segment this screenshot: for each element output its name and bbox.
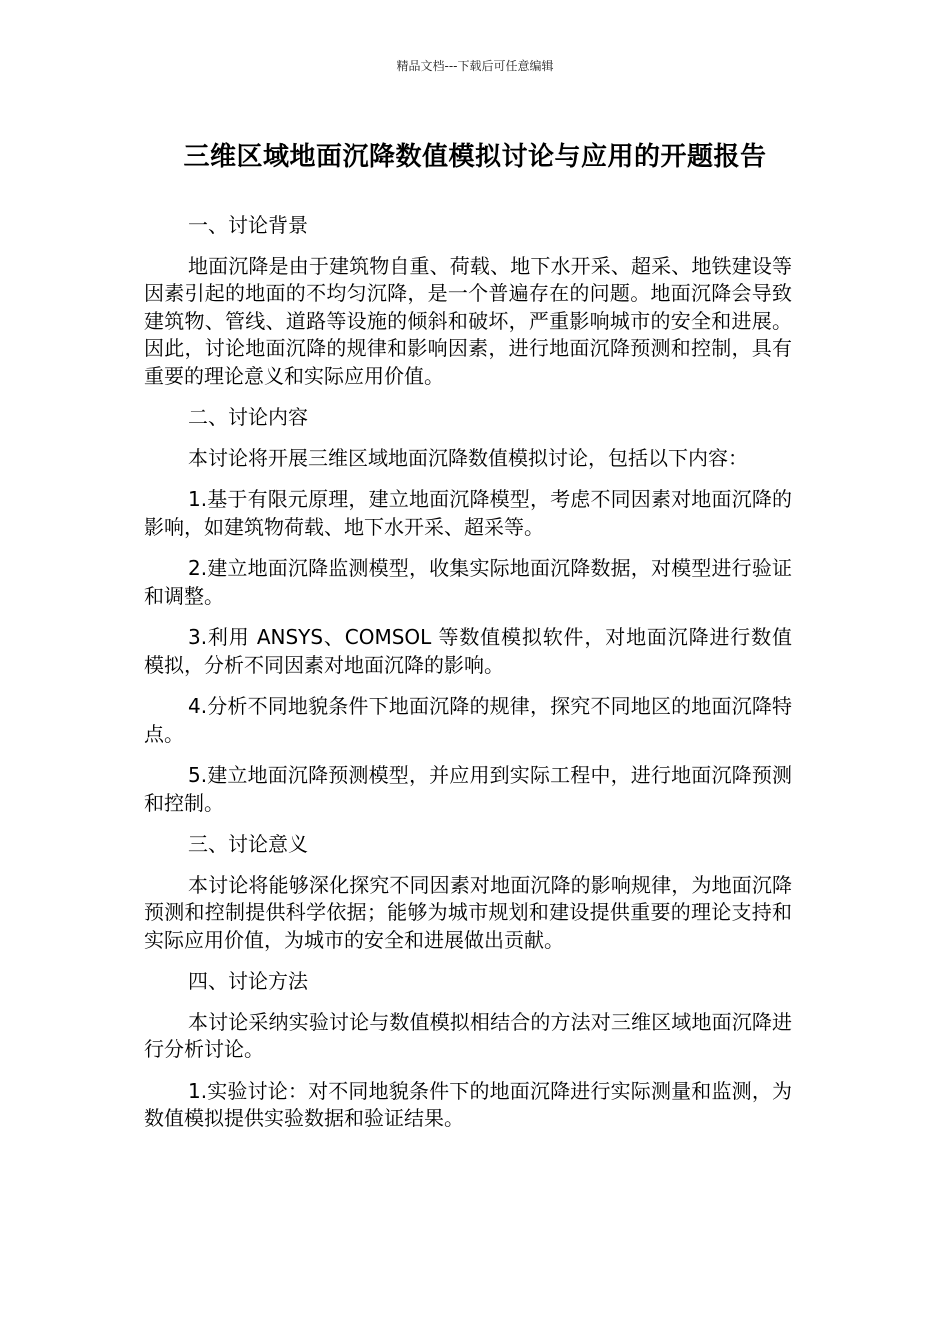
header-note: 精品文档---下载后可任意编辑	[396, 59, 554, 73]
document-body	[144, 212, 792, 1147]
section-heading-significance: 三、讨论意义	[188, 832, 308, 856]
content-list-item: 5.建立地面沉降预测模型，并应用到实际工程中，进行地面沉降预测和控制。	[144, 763, 792, 815]
content-list-item: 1.基于有限元原理，建立地面沉降模型，考虑不同因素对地面沉降的影响，如建筑物荷载、地下水开采、超采等。	[144, 487, 792, 539]
section-heading-content: 二、讨论内容	[188, 405, 308, 429]
content-list-item: 3.利用 ANSYS、COMSOL 等数值模拟软件，对地面沉降进行数值模拟，分析不同因素对地面沉降的影响。	[144, 625, 792, 677]
method-list-item: 1.实验讨论：对不同地貌条件下的地面沉降进行实际测量和监测，为数值模拟提供实验数据和验证结果。	[144, 1078, 792, 1130]
page-title: 三维区域地面沉降数值模拟讨论与应用的开题报告	[183, 142, 767, 172]
content-list-item: 4.分析不同地貌条件下地面沉降的规律，探究不同地区的地面沉降特点。	[144, 694, 792, 746]
background-paragraph: 地面沉降是由于建筑物自重、荷载、地下水开采、超采、地铁建设等因素引起的地面的不均匀沉降，是一个普遍存在的问题。地面沉降会导致建筑物、管线、道路等设施的倾斜和破坏，严重影响城市的安全和进展。因此，讨论地面沉降的规律和影响因素，进行地面沉降预测和控制，具有重要的理论意义和实际应用价值。	[144, 253, 792, 388]
content-list-item: 2.建立地面沉降监测模型，收集实际地面沉降数据，对模型进行验证和调整。	[144, 556, 792, 608]
method-paragraph: 本讨论采纳实验讨论与数值模拟相结合的方法对三维区域地面沉降进行分析讨论。	[144, 1009, 792, 1061]
significance-paragraph: 本讨论将能够深化探究不同因素对地面沉降的影响规律，为地面沉降预测和控制提供科学依据；能够为城市规划和建设提供重要的理论支持和实际应用价值，为城市的安全和进展做出贡献。	[144, 872, 792, 952]
section-heading-background: 一、讨论背景	[188, 213, 308, 237]
content-intro-paragraph: 本讨论将开展三维区域地面沉降数值模拟讨论，包括以下内容：	[188, 445, 748, 470]
section-heading-method: 四、讨论方法	[188, 969, 308, 993]
